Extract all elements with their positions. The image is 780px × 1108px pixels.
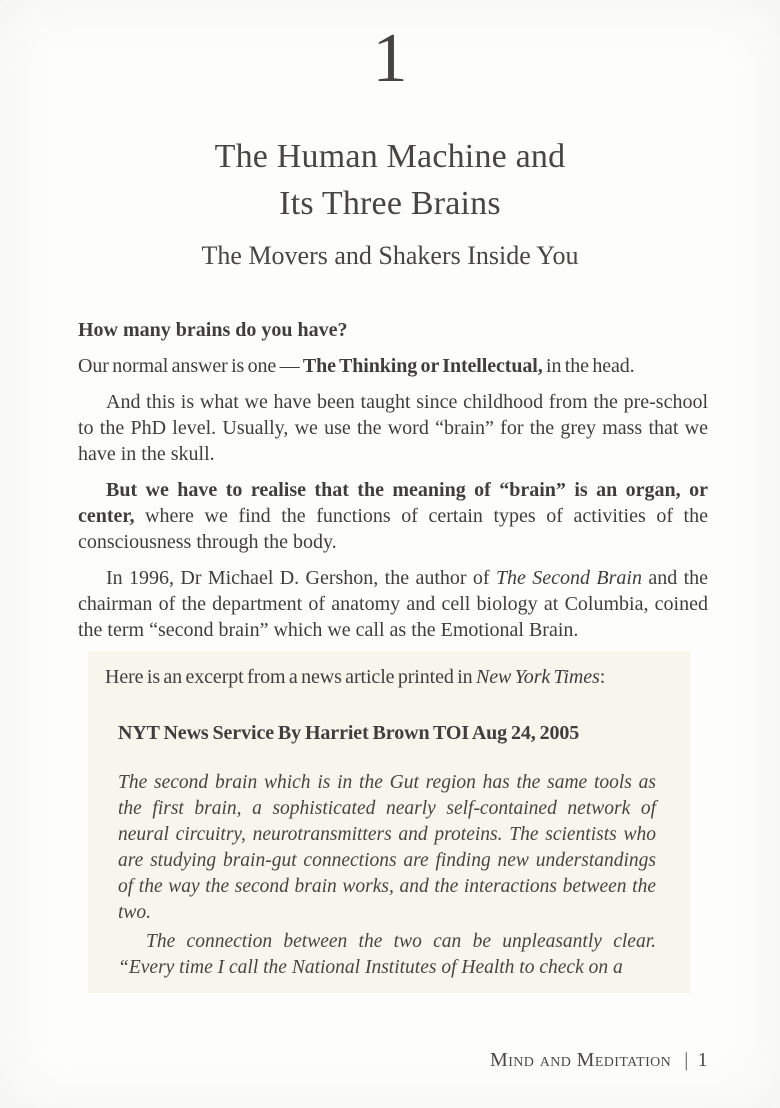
realise-text-bold: But we have to realise that the meaning of “brain” is an organ, or center, — [78, 478, 708, 527]
excerpt-intro-normal1: Here is an excerpt from a news article printed in — [105, 665, 476, 688]
chapter-title — [0, 134, 780, 228]
taught-paragraph: And this is what we have been taught since childhood from the pre-school to the PhD level. Usually, we use the word “brain” for the grey mass that we have in the skull. — [78, 390, 708, 465]
footer-separator: | — [684, 1049, 689, 1071]
chapter-title-line1: The Human Machine and — [214, 138, 566, 175]
gershon-text-normal1: In 1996, Dr Michael D. Gershon, the author of — [106, 566, 496, 589]
excerpt-paragraph-2: The connection between the two can be unpleasantly clear. “Every time I call the National Institutes of Health to check on a — [118, 930, 656, 978]
answer-paragraph — [78, 353, 708, 379]
excerpt-paragraph-1: The second brain which is in the Gut region has the same tools as the first brain, a sophisticated nearly self-contained network of neural circuitry, neurotransmitters and proteins. The scientists who are studying brain-gut connections are finding new understandings of the way the second brain works, and the interactions between the two. — [118, 771, 656, 923]
page-footer — [490, 1049, 708, 1072]
body-text — [78, 317, 708, 993]
gershon-paragraph — [78, 565, 708, 643]
answer-text-bold: The Thinking or Intellectual, — [302, 354, 543, 377]
question-heading: How many brains do you have? — [78, 318, 348, 341]
answer-text-normal1: Our normal answer is one — — [78, 354, 303, 377]
realise-paragraph — [78, 477, 708, 555]
excerpt-intro-newspaper: New York Times — [475, 665, 600, 688]
gershon-text-normal2: and the chairman of the department of anatomy and cell biology at Columbia, coined the term “second brain” which we call as the Emotional Brain. — [78, 566, 709, 641]
excerpt-intro-normal2: : — [599, 665, 606, 688]
chapter-subtitle: The Movers and Shakers Inside You — [201, 240, 579, 270]
chapter-title-line2: Its Three Brains — [279, 184, 501, 222]
footer-page-number: 1 — [697, 1049, 708, 1071]
excerpt-panel — [88, 651, 690, 993]
chapter-number: 1 — [372, 20, 408, 97]
excerpt-intro-paragraph — [88, 664, 690, 690]
realise-text-normal: where we find the functions of certain types of activities of the consciousness through the body. — [78, 504, 708, 553]
answer-text-normal2: in the head. — [542, 354, 635, 377]
footer-book-title: Mind and Meditation — [490, 1049, 672, 1071]
gershon-book-title: The Second Brain — [495, 566, 642, 589]
excerpt-byline: NYT News Service By Harriet Brown TOI Aug 24, 2005 — [118, 721, 580, 744]
